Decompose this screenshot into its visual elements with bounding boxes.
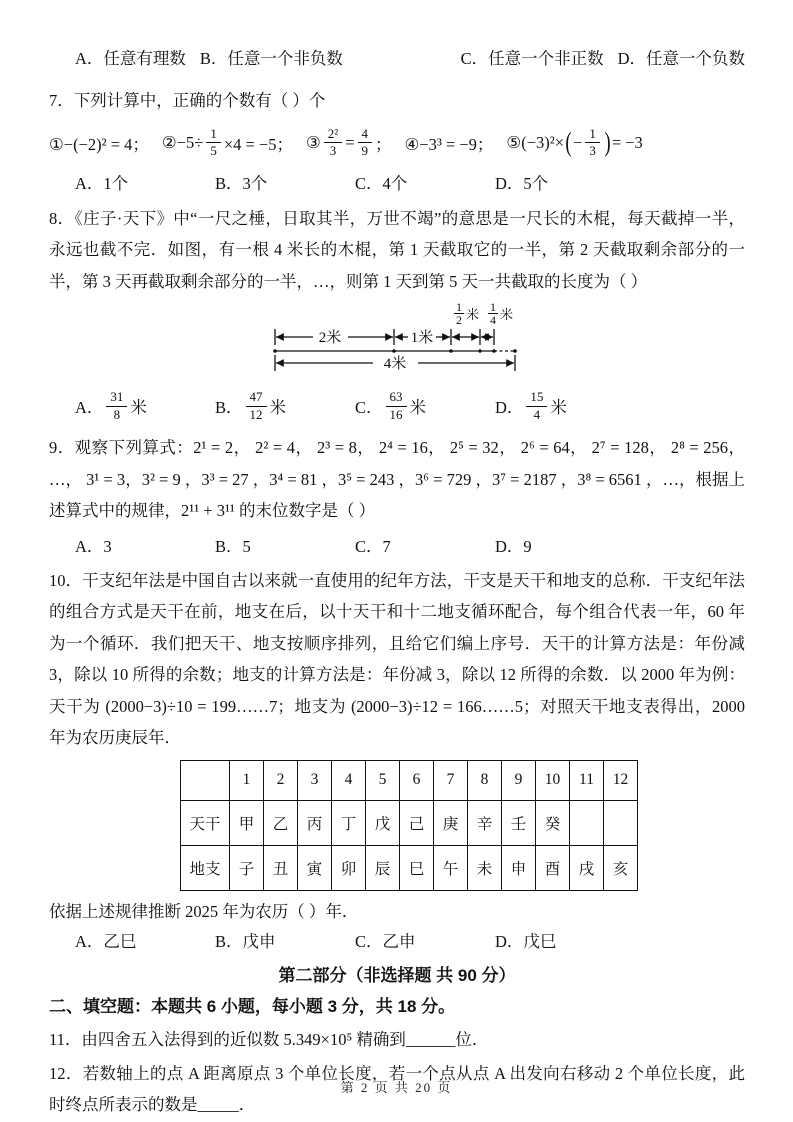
q10-option-a: A．乙巳 [75, 932, 137, 951]
q7-option-a: A．1个 [75, 173, 129, 193]
table-header-cell: 4 [332, 760, 366, 800]
q9-options-row [49, 532, 745, 562]
q10-option-b: B．戊申 [215, 932, 276, 951]
formula-text: ⑤(−3)²× [506, 132, 564, 152]
table-cell: 丑 [264, 845, 298, 890]
fraction-denominator: 5 [210, 143, 217, 158]
svg-text:2: 2 [456, 313, 462, 327]
table-cell: 庚 [434, 800, 468, 845]
formula-text: = −3 [611, 132, 643, 152]
table-header-cell: 12 [604, 760, 638, 800]
option-letter: B． [215, 398, 243, 417]
svg-text:1: 1 [490, 300, 496, 314]
table-cell: 未 [468, 845, 502, 890]
q9-option-a: A．3 [75, 536, 112, 556]
fraction [324, 126, 342, 160]
fraction-numerator: 2² [324, 126, 342, 143]
fraction-numerator: 63 [386, 389, 407, 406]
stick-baseline [273, 349, 517, 353]
q7-option-b: B．3个 [215, 173, 268, 193]
half-meter-label [454, 300, 479, 327]
table-cell: 乙 [264, 800, 298, 845]
q7-stem: 7．下列计算中，正确的个数有（ ）个 [49, 91, 326, 110]
tiangan-row [181, 800, 638, 845]
formula-text: = [345, 132, 355, 152]
fraction [206, 126, 221, 160]
segment-2m-label: 2米 [318, 330, 342, 346]
fraction [386, 389, 407, 423]
fraction [585, 126, 600, 160]
table-header-cell: 7 [434, 760, 468, 800]
fraction-numerator: 1 [206, 126, 221, 143]
table-header-cell: 2 [264, 760, 298, 800]
q7-option-c: C．4个 [355, 173, 408, 193]
fraction-denominator: 12 [249, 406, 263, 422]
table-header-cell: 11 [570, 760, 604, 800]
option-letter: A． [75, 398, 104, 417]
q7-options-row [49, 169, 745, 199]
q6-option-b: B．任意一个非负数 [199, 49, 343, 68]
fraction-numerator: 15 [526, 389, 547, 406]
q7-formula-1: ①−(−2)² = 4； [49, 134, 149, 154]
table-cell: 甲 [230, 800, 264, 845]
left-paren: ( [565, 127, 572, 157]
fraction-numerator: 4 [358, 126, 373, 143]
q6-option-a: A．任意有理数 [75, 49, 186, 68]
option-letter: C． [355, 398, 383, 417]
fraction-numerator: 31 [106, 389, 127, 406]
table-header-cell: 9 [502, 760, 536, 800]
q8-stem: 8．《庄子·天下》中“一尺之棰，日取其半，万世不竭”的意思是一尺长的木棍，每天截掉一半，永远也截不完．如图，有一根 4 米长的木棍，第 1 天截取它的一半，第 2 天截取剩余部分的一半，第 3 天再截取剩余部分的一半，…，则第 1 天到第 5 天一共截取的长度为（ ） [49, 208, 746, 291]
table-cell: 卯 [332, 845, 366, 890]
table-header-cell: 3 [298, 760, 332, 800]
table-cell: 申 [502, 845, 536, 890]
q9-option-d: D．9 [495, 536, 532, 556]
right-paren: ) [604, 127, 611, 157]
q10-options-row [49, 927, 745, 957]
formula-text: ②−5÷ [161, 132, 204, 152]
formula-text: ③ [305, 132, 321, 152]
q9-stem: 9．观察下列算式：2¹ = 2， 2² = 4， 2³ = 8， 2⁴ = 16， 2⁵ = 32， 2⁶ = 64， 2⁷ = 128， 2⁸ = 256， …， 3¹ = 3，3² = 9 ，3³ = 27 ，3⁴ = 81 ，3⁵ = 243 ，3⁶ = 729 ，3⁷ = 2187 ，3⁸ = 6561 ，…，根据上述算式中的规律，2¹¹ + 3¹¹ 的末位数字是（ ） [49, 438, 745, 520]
row-label: 地支 [181, 845, 230, 890]
q9-option-c: C．7 [355, 536, 391, 556]
row-label: 天干 [181, 800, 230, 845]
table-cell: 壬 [502, 800, 536, 845]
table-cell: 己 [400, 800, 434, 845]
q10-stem: 10．干支纪年法是中国自古以来就一直使用的纪年方法，干支是天干和地支的总称．干支纪年法的组合方式是天干在前，地支在后，以十天干和十二地支循环配合，每个组合代表一年，60 年为一个循环．我们把天干、地支按顺序排列，且给它们编上序号．天干的计算方法是：年份减 3，除以 10 所得的余数；地支的计算方法是：年份减 3，除以 12 所得的余数．以 2000 年为例：天干为 (2000−3)÷10 = 199……7；地支为 (2000−3)÷12 = 166……5；对照天干地支表得出，2000 年为农历庚辰年． [49, 570, 745, 747]
q7-option-d: D．5个 [495, 173, 549, 193]
fraction-numerator: 1 [585, 126, 600, 143]
q8-option-a [75, 389, 215, 423]
table-cell: 辛 [468, 800, 502, 845]
q8-option-d [495, 389, 567, 423]
table-cell: 午 [434, 845, 468, 890]
q7-formulas [49, 119, 745, 167]
part2-title: 第二部分（非选择题 共 90 分） [278, 966, 516, 985]
svg-text:4: 4 [490, 313, 496, 327]
table-cell: 巳 [400, 845, 434, 890]
q7-formula-3 [306, 126, 392, 160]
q8-option-c [355, 389, 495, 423]
page-footer: 第 2 页 共 20 页 [340, 1080, 453, 1095]
table-cell: 子 [230, 845, 264, 890]
q10-after-table: 依据上述规律推断 2025 年为农历（ ）年． [49, 901, 359, 921]
table-header-row [181, 760, 638, 800]
formula-text: − [573, 132, 583, 152]
table-cell: 辰 [366, 845, 400, 890]
fraction-denominator: 8 [113, 406, 121, 422]
table-cell: 癸 [536, 800, 570, 845]
option-unit: 米 [130, 398, 147, 417]
quarter-meter-label [488, 300, 513, 327]
table-cell: 戊 [366, 800, 400, 845]
fraction-denominator: 9 [361, 143, 368, 158]
q10-option-c: C．乙申 [355, 932, 416, 951]
dizhi-row [181, 845, 638, 890]
option-unit: 米 [269, 398, 287, 417]
fraction [358, 126, 373, 160]
q11-stem: 11．由四舍五入法得到的近似数 5.349×10⁵ 精确到______位． [49, 1030, 489, 1049]
table-cell: 酉 [536, 845, 570, 890]
svg-text:1: 1 [456, 300, 462, 314]
table-header-cell: 5 [366, 760, 400, 800]
q6-options-row [49, 44, 745, 74]
table-cell [570, 800, 604, 845]
q10-option-d: D．戊巳 [495, 932, 557, 951]
table-corner-cell [181, 760, 230, 800]
wood-stick-diagram [267, 300, 537, 380]
q7-formula-5 [506, 126, 642, 160]
svg-text:米: 米 [466, 307, 480, 322]
q9-option-b: B．5 [215, 536, 251, 556]
table-cell: 戌 [570, 845, 604, 890]
fraction-denominator: 3 [329, 143, 337, 158]
formula-text: ； [375, 134, 392, 154]
fraction-numerator: 47 [246, 389, 267, 406]
segment-arrows [275, 329, 494, 345]
fill-in-section-heading: 二、填空题：本题共 6 小题，每小题 3 分，共 18 分。 [49, 997, 456, 1016]
q8-option-b [215, 389, 355, 423]
q12-stem: 12．若数轴上的点 A 距离原点 3 个单位长度，若一个点从点 A 出发向右移动 2 个单位长度，此时终点所表示的数是_____． [49, 1063, 745, 1114]
option-letter: D． [495, 398, 524, 417]
option-unit: 米 [409, 398, 427, 417]
segment-4m-label: 4米 [383, 356, 407, 372]
table-cell: 寅 [298, 845, 332, 890]
q6-option-d: D．任意一个负数 [617, 49, 745, 68]
table-header-cell: 8 [468, 760, 502, 800]
fraction-denominator: 4 [533, 406, 541, 422]
table-cell: 亥 [604, 845, 638, 890]
option-unit: 米 [550, 398, 567, 417]
table-header-cell: 6 [400, 760, 434, 800]
fraction [106, 389, 127, 423]
fraction [526, 389, 547, 423]
table-cell: 丁 [332, 800, 366, 845]
table-header-cell: 10 [536, 760, 570, 800]
ganzhi-table [180, 760, 638, 891]
q7-formula-2 [162, 126, 293, 160]
q8-diagram [267, 300, 745, 380]
svg-text:米: 米 [500, 307, 514, 322]
fraction-denominator: 16 [389, 406, 403, 422]
segment-1m-label: 1米 [410, 330, 434, 346]
table-cell [604, 800, 638, 845]
table-header-cell: 1 [230, 760, 264, 800]
q6-option-c: C．任意一个非正数 [460, 49, 604, 68]
q8-options-row [49, 383, 745, 429]
table-cell: 丙 [298, 800, 332, 845]
q7-formula-4: ④−3³ = −9； [404, 134, 494, 154]
fraction-denominator: 3 [589, 143, 596, 158]
formula-text: ×4 = −5； [223, 134, 293, 154]
fraction [246, 389, 267, 423]
